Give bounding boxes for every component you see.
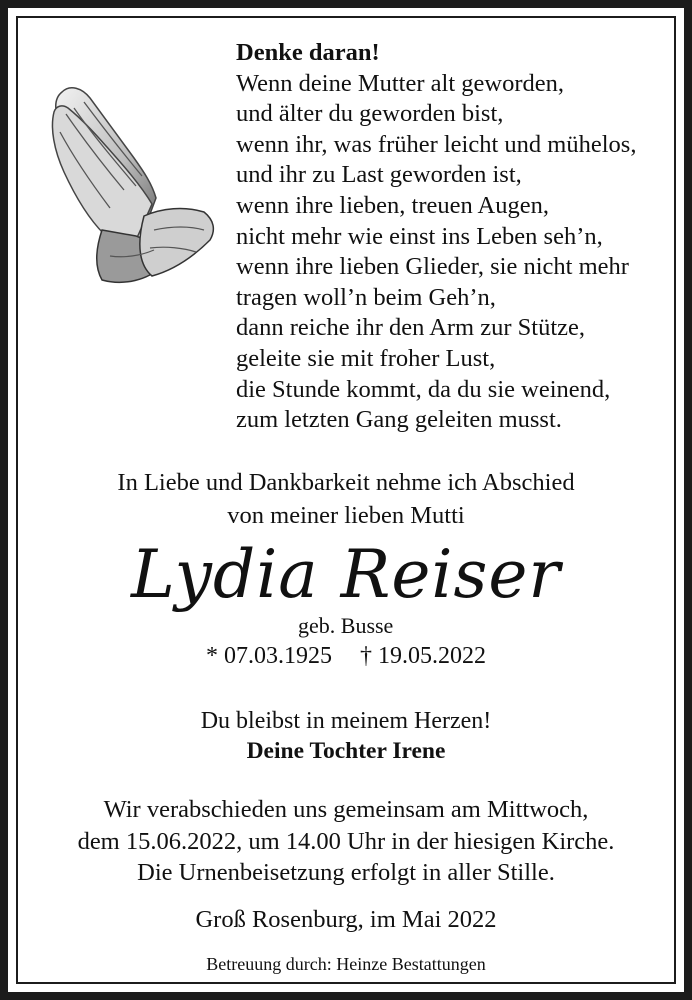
born-name: geb. Busse [298, 613, 394, 638]
poem-line: zum letzten Gang geleiten musst. [236, 406, 562, 434]
poem-line: wenn ihr, was früher leicht und mühelos, [236, 130, 637, 158]
poem-line: die Stunde kommt, da du sie weinend, [236, 375, 611, 403]
birth-date: * 07.03.1925 [206, 643, 332, 669]
funeral-line: dem 15.06.2022, um 14.00 Uhr in der hiesigen Kirche. [77, 827, 615, 855]
poem-line: und ihr zu Last geworden ist, [236, 161, 522, 189]
poem [236, 38, 676, 436]
funeral-info [22, 794, 670, 889]
funeral-line: Wir verabschieden uns gemeinsam am Mittwoch, [103, 796, 589, 823]
place-and-date: Groß Rosenburg, im Mai 2022 [195, 906, 497, 933]
poem-title: Denke daran! [236, 39, 380, 66]
poem-line: und älter du geworden bist, [236, 100, 504, 128]
undertaker-credit: Betreuung durch: Heinze Bestattungen [206, 954, 486, 974]
farewell-intro [22, 466, 670, 532]
poem-line: nicht mehr wie einst ins Leben seh’n, [236, 222, 603, 250]
praying-hands-icon [44, 80, 222, 292]
poem-line: wenn ihre lieben Glieder, sie nicht mehr [236, 253, 629, 281]
intro-line: In Liebe und Dankbarkeit nehme ich Abschied [117, 469, 575, 496]
poem-line: Wenn deine Mutter alt geworden, [236, 69, 564, 97]
deceased-name: Lydia Reiser [131, 536, 561, 613]
funeral-line: Die Urnenbeisetzung erfolgt in aller Stille. [137, 859, 555, 886]
intro-line: von meiner lieben Mutti [227, 502, 465, 529]
poem-line: geleite sie mit froher Lust, [236, 344, 496, 372]
poem-line: tragen woll’n beim Geh’n, [236, 283, 496, 311]
poem-line: wenn ihre lieben, treuen Augen, [236, 191, 549, 219]
signature: Deine Tochter Irene [246, 738, 446, 764]
poem-line: dann reiche ihr den Arm zur Stütze, [236, 314, 586, 342]
life-dates [22, 640, 670, 672]
death-date: † 19.05.2022 [360, 643, 486, 669]
farewell-message: Du bleibst in meinem Herzen! [200, 708, 492, 734]
